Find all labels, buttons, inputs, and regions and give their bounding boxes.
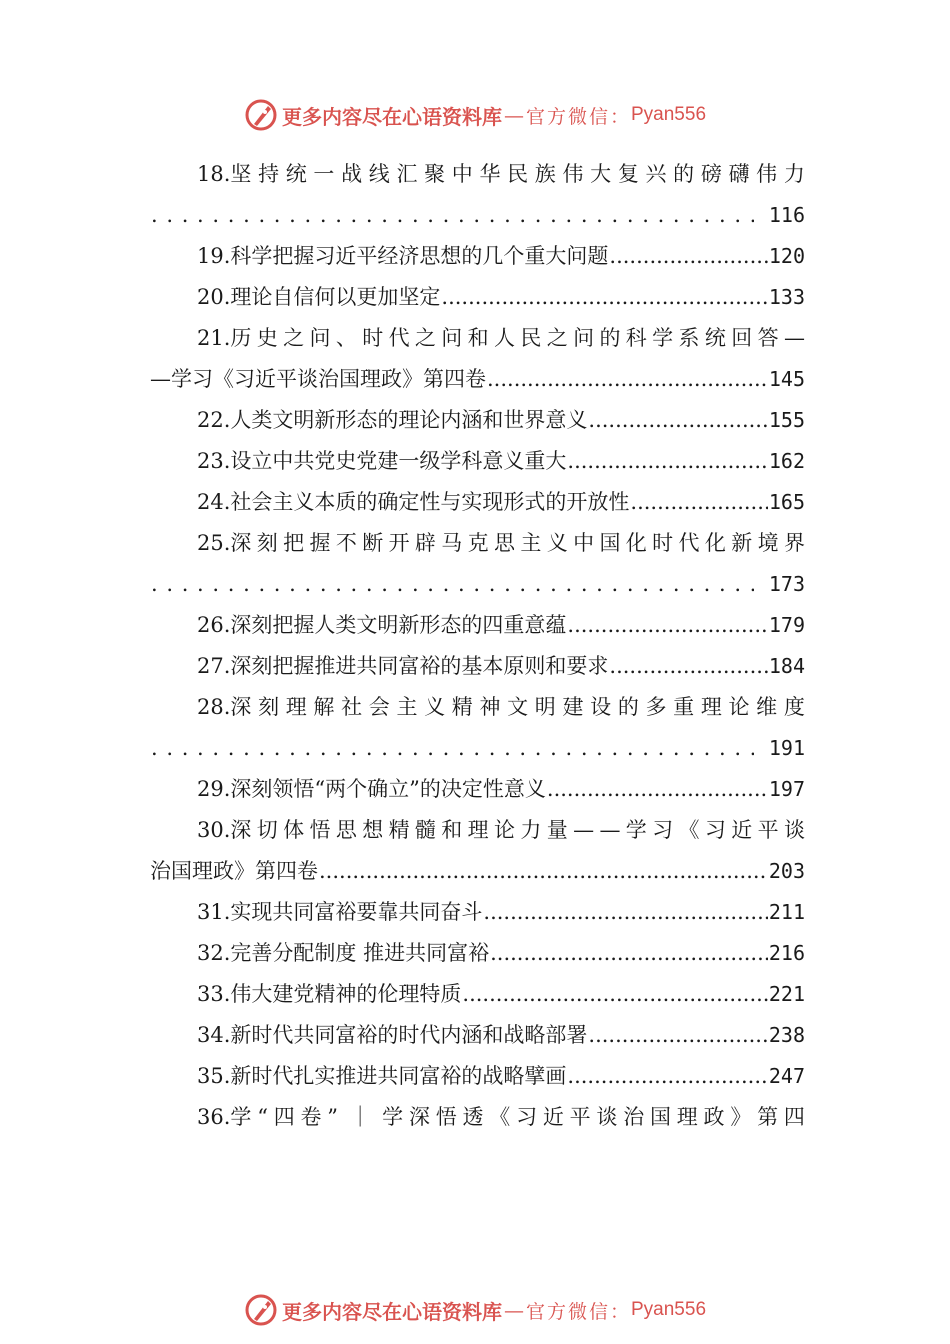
banner-separator: — [503, 1298, 524, 1322]
toc-page-number: 238 [768, 1023, 805, 1047]
toc-leader-dots [462, 974, 767, 1015]
toc-leader-dots [588, 1015, 767, 1056]
toc-entry-number: 21. [197, 326, 231, 350]
toc-entry-title: 坚 持 统 一 战 线 汇 聚 中 华 民 族 伟 大 复 兴 的 磅 礴 伟 力 [230, 162, 805, 186]
toc-leader-dots [609, 646, 767, 687]
toc-leader-dots [151, 195, 754, 236]
toc-entry-line [150, 277, 805, 318]
toc-entry[interactable] [150, 892, 805, 933]
toc-entry-line [150, 605, 805, 646]
toc-leader-dots [609, 236, 767, 277]
toc-entry-number: 34. [197, 1023, 231, 1047]
toc-entry[interactable] [150, 277, 805, 318]
toc-entry-line [150, 564, 805, 605]
toc-entry-line [150, 154, 805, 195]
toc-entry-number: 20. [197, 285, 231, 309]
toc-entry-line [150, 523, 805, 564]
toc-entry[interactable] [150, 482, 805, 523]
toc-entry-title: 完善分配制度 推进共同富裕 [230, 941, 490, 965]
toc-entry[interactable] [150, 687, 805, 769]
toc-entry[interactable] [150, 1056, 805, 1097]
toc-leader-dots [567, 441, 767, 482]
toc-page-number: 191 [768, 736, 805, 760]
toc-leader-dots [630, 482, 767, 523]
toc-entry-number: 23. [197, 449, 231, 473]
toc-entry-number: 18. [197, 162, 231, 186]
toc-entry-title: 设立中共党史党建一级学科意义重大 [230, 449, 567, 473]
toc-page-number: 184 [768, 654, 805, 678]
toc-leader-dots [547, 769, 768, 810]
toc-entry-line [150, 810, 805, 851]
toc-entry-title: 新时代共同富裕的时代内涵和战略部署 [230, 1023, 588, 1047]
toc-entry-title: 学 “ 四 卷 ” ｜ 学 深 悟 透 《 习 近 平 谈 治 国 理 政 》 第 四 [230, 1105, 805, 1129]
toc-leader-dots [319, 851, 768, 892]
banner-label: 官方微信： [525, 1300, 631, 1323]
toc-page-number: 145 [768, 367, 805, 391]
toc-entry-title: 新时代扎实推进共同富裕的战略擘画 [230, 1064, 567, 1088]
toc-entry-title: 深刻把握人类文明新形态的四重意蕴 [230, 613, 567, 637]
toc-entry-number: 25. [197, 531, 231, 555]
toc-entry-title: 伟大建党精神的伦理特质 [230, 982, 462, 1006]
toc-entry-title: 历 史 之 问 、 时 代 之 问 和 人 民 之 问 的 科 学 系 统 回 答 — [230, 326, 805, 350]
toc-entry-title: 实现共同富裕要靠共同奋斗 [230, 900, 483, 924]
toc-entry-line [150, 851, 805, 892]
banner-label: 官方微信： [525, 105, 631, 128]
banner-wechat-id: Pyan556 [631, 1299, 707, 1320]
toc-page-number: 116 [768, 203, 805, 227]
toc-entry-line [150, 236, 805, 277]
toc-entry-number: 22. [197, 408, 231, 432]
toc-leader-dots [588, 400, 767, 441]
pen-logo-icon [244, 1293, 278, 1327]
pen-logo-icon [244, 98, 278, 132]
toc-entry[interactable] [150, 1097, 805, 1138]
toc-entry[interactable] [150, 933, 805, 974]
toc-leader-dots [151, 728, 754, 769]
banner-title: 更多内容尽在心语资料库 [281, 1299, 502, 1324]
table-of-contents [150, 154, 805, 1138]
toc-entry-title: 深 刻 把 握 不 断 开 辟 马 克 思 主 义 中 国 化 时 代 化 新 境 界 [230, 531, 805, 555]
toc-entry-line [150, 482, 805, 523]
toc-entry-title: 理论自信何以更加坚定 [230, 285, 441, 309]
toc-entry-number: 26. [197, 613, 231, 637]
toc-page-number: 173 [768, 572, 805, 596]
toc-entry[interactable] [150, 236, 805, 277]
toc-page-number: 162 [768, 449, 805, 473]
toc-entry-number: 24. [197, 490, 231, 514]
toc-leader-dots [441, 277, 767, 318]
toc-entry-line [150, 892, 805, 933]
toc-entry-title: 深刻把握推进共同富裕的基本原则和要求 [230, 654, 609, 678]
toc-entry-line [150, 728, 805, 769]
toc-entry-title: 科学把握习近平经济思想的几个重大问题 [230, 244, 609, 268]
toc-leader-dots [487, 359, 768, 400]
toc-entry-title: 社会主义本质的确定性与实现形式的开放性 [230, 490, 630, 514]
toc-entry[interactable] [150, 1015, 805, 1056]
toc-entry-line [150, 400, 805, 441]
toc-entry[interactable] [150, 810, 805, 892]
toc-leader-dots [151, 564, 754, 605]
banner-wechat-id: Pyan556 [631, 104, 707, 125]
toc-entry-number: 30. [197, 818, 231, 842]
toc-entry-title: —学习《习近平谈治国理政》第四卷 [150, 367, 486, 391]
toc-entry-line [150, 195, 805, 236]
toc-page-number: 203 [768, 859, 805, 883]
toc-leader-dots [483, 892, 767, 933]
toc-page-number: 179 [768, 613, 805, 637]
toc-page-number: 155 [768, 408, 805, 432]
toc-entry-line [150, 318, 805, 359]
toc-page-number: 197 [768, 777, 805, 801]
toc-entry-title: 深 切 体 悟 思 想 精 髓 和 理 论 力 量 — — 学 习 《 习 近 平 谈 [230, 818, 805, 842]
toc-page-number: 221 [768, 982, 805, 1006]
toc-page-number: 216 [768, 941, 805, 965]
toc-entry[interactable] [150, 974, 805, 1015]
toc-entry[interactable] [150, 154, 805, 236]
toc-entry-line [150, 933, 805, 974]
toc-leader-dots [567, 605, 767, 646]
toc-entry[interactable] [150, 400, 805, 441]
toc-entry-number: 35. [197, 1064, 231, 1088]
toc-page-number: 165 [768, 490, 805, 514]
toc-entry[interactable] [150, 318, 805, 400]
toc-entry-title: 治国理政》第四卷 [150, 859, 318, 883]
toc-entry-line [150, 646, 805, 687]
toc-entry-line [150, 1056, 805, 1097]
toc-leader-dots [490, 933, 768, 974]
toc-entry[interactable] [150, 605, 805, 646]
toc-entry-title: 人类文明新形态的理论内涵和世界意义 [230, 408, 588, 432]
toc-page-number: 133 [768, 285, 805, 309]
toc-entry-number: 31. [197, 900, 231, 924]
toc-entry-number: 33. [197, 982, 231, 1006]
toc-entry-line [150, 687, 805, 728]
toc-entry[interactable] [150, 769, 805, 810]
toc-entry-line [150, 441, 805, 482]
toc-entry[interactable] [150, 646, 805, 687]
toc-entry-number: 19. [197, 244, 231, 268]
banner-separator: — [503, 103, 524, 127]
toc-entry[interactable] [150, 441, 805, 482]
toc-leader-dots [567, 1056, 767, 1097]
toc-entry-number: 28. [197, 695, 231, 719]
toc-entry-line [150, 769, 805, 810]
toc-entry-line [150, 1015, 805, 1056]
toc-entry-line [150, 1097, 805, 1138]
toc-page-number: 120 [768, 244, 805, 268]
toc-page-number: 247 [768, 1064, 805, 1088]
toc-entry-line [150, 359, 805, 400]
toc-entry-number: 36. [197, 1105, 231, 1129]
toc-entry-title: 深刻领悟“两个确立”的决定性意义 [230, 777, 546, 801]
toc-entry[interactable] [150, 523, 805, 605]
toc-entry-line [150, 974, 805, 1015]
toc-page-number: 211 [768, 900, 805, 924]
toc-entry-number: 29. [197, 777, 231, 801]
toc-entry-title: 深 刻 理 解 社 会 主 义 精 神 文 明 建 设 的 多 重 理 论 维 度 [230, 695, 805, 719]
header-banner [0, 95, 950, 135]
footer-banner [0, 1290, 950, 1330]
toc-entry-number: 27. [197, 654, 231, 678]
toc-entry-number: 32. [197, 941, 231, 965]
banner-title: 更多内容尽在心语资料库 [281, 104, 502, 129]
